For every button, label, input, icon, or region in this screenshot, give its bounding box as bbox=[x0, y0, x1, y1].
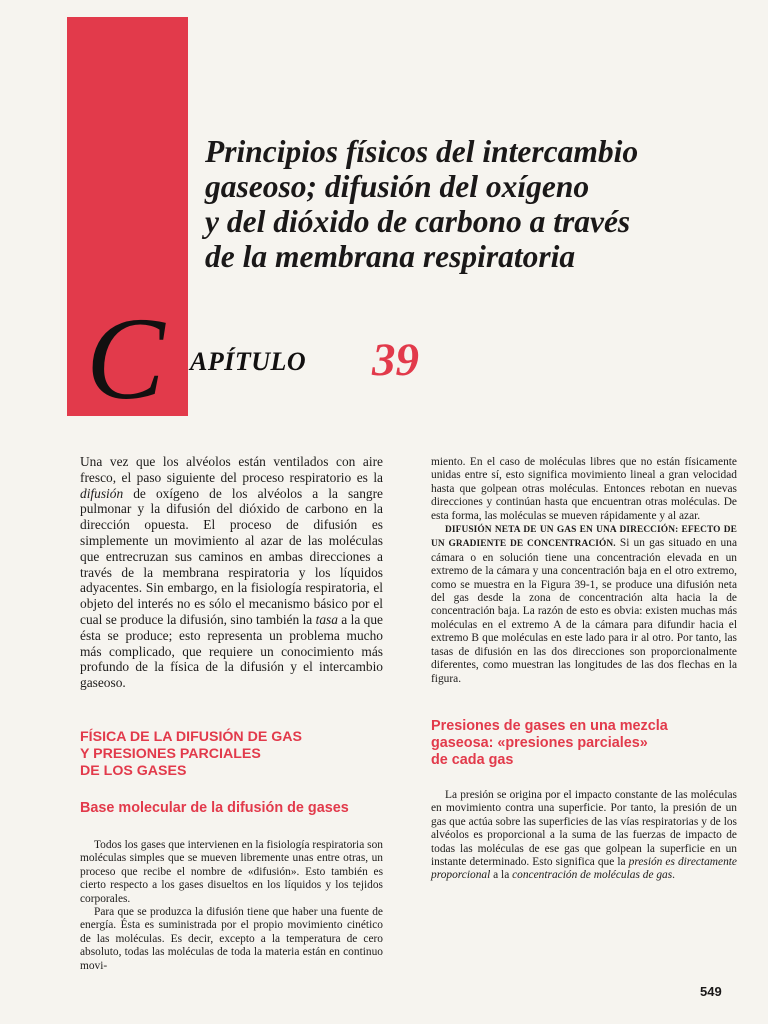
subsection-heading: Base molecular de la difusión de gases bbox=[80, 799, 349, 816]
intro-emphasis: tasa bbox=[315, 611, 338, 627]
subsection-heading-line: gaseosa: «presiones parciales» bbox=[431, 734, 648, 751]
title-line: de la membrana respiratoria bbox=[205, 239, 576, 274]
subsection-heading-line: de cada gas bbox=[431, 751, 514, 768]
intro-emphasis: difusión bbox=[80, 485, 124, 501]
body-emphasis: presión es directamente proporcional bbox=[431, 855, 737, 882]
intro-text: a la que ésta se produce; esto representa un problema mucho más complicado, que requiere un conocimiento más profundo de la física de la difusión y el intercambio gaseoso. bbox=[80, 611, 384, 691]
title-line: gaseoso; difusión del oxígeno bbox=[205, 169, 590, 204]
title-line: Principios físicos del intercambio bbox=[205, 134, 639, 169]
subsection-heading-line: Presiones de gases en una mezcla bbox=[431, 717, 668, 734]
title-line: y del dióxido de carbono a través bbox=[205, 204, 631, 239]
section-heading-line: Y PRESIONES PARCIALES bbox=[80, 745, 261, 762]
chapter-initial: C bbox=[86, 293, 165, 424]
body-paragraph bbox=[431, 789, 737, 883]
page-number: 549 bbox=[700, 984, 722, 999]
chapter-number: 39 bbox=[372, 334, 419, 386]
intro-text: Una vez que los alvéolos están ventilados con aire fresco, el paso siguiente del proceso respiratorio es la bbox=[80, 454, 383, 485]
section-heading bbox=[80, 729, 383, 780]
run-in-text: Si un gas situado en una cámara o en solución tiene una concentración elevada en un extremo de la cámara y una concentración baja en el otro extremo, como se muestra en la Figura 39-1, se produce una difusión neta del gas desde la zona de concentración alta hacia la de concentración baja. La razón de esto es obvia: existen muchas más moléculas en el extremo A de la cámara para difundir hacia el extremo B que moléculas en este lado para ir al otro. Por tanto, las tasas de difusión en las dos direcciones son proporcionalmente diferentes, como muestran las longitudes de las dos flechas en la figura. bbox=[431, 537, 738, 685]
subsection-heading bbox=[431, 718, 737, 769]
body-text: a la bbox=[490, 869, 513, 882]
body-text: La presión se origina por el impacto constante de las moléculas en movimiento contra una superficie. Por tanto, la presión de un gas que actúa sobre las superficies de las vías respiratorias y de los alvéolos es proporcional a la suma de las fuerzas de impacto de todas las moléculas de ese gas que golpean la superficie en un instante determinado. Esto significa que la bbox=[431, 788, 737, 868]
section-heading-line: DE LOS GASES bbox=[80, 762, 187, 779]
chapter-title bbox=[205, 134, 760, 274]
body-paragraph: Para que se produzca la difusión tiene que haber una fuente de energía. Ésta es suministrada por el propio movimiento cinético de las moléculas. Es decir, excepto a la temperatura de cero absoluto, todas las moléculas de toda la materia están en continuo movi- bbox=[80, 905, 383, 972]
body-paragraph bbox=[431, 523, 737, 686]
intro-text: de oxígeno de los alvéolos a la sangre pulmonar y la difusión del dióxido de carbono en la dirección opuesta. El proceso de difusión es simplemente un movimiento al azar de las moléculas que entrecruzan sus caminos en ambas direcciones a través de la membrana respiratoria y los líquidos adyacentes. Sin embargo, en la fisiología respiratoria, el objeto del interés no es sólo el mecanismo básico por el cual se produce la difusión, sino también la bbox=[80, 485, 383, 627]
left-column bbox=[80, 454, 383, 973]
right-column bbox=[431, 456, 737, 883]
intro-paragraph bbox=[80, 454, 383, 691]
chapter-label: APÍTULO bbox=[190, 347, 307, 376]
run-in-heading: DIFUSIÓN NETA DE UN GAS EN UNA DIRECCIÓN: EFECTO DE UN GRADIENTE DE CONCENTRACIÓN. bbox=[431, 525, 737, 550]
body-emphasis: concentración de moléculas de gas bbox=[512, 869, 673, 882]
section-heading-line: FÍSICA DE LA DIFUSIÓN DE GAS bbox=[80, 728, 303, 745]
body-text: . bbox=[672, 869, 676, 882]
body-paragraph: miento. En el caso de moléculas libres que no están físicamente unidas entre sí, esto significa movimiento lineal a gran velocidad hasta que golpean otras moléculas. Entonces rebotan en nuevas direcciones y continúan hasta que encuentran otras moléculas. De esta forma, las moléculas se mueven rápidamente y al azar. bbox=[431, 456, 737, 522]
body-paragraph: Todos los gases que intervienen en la fisiología respiratoria son moléculas simples que se mueven libremente unas entre otras, un proceso que recibe el nombre de «difusión». Esto también es cierto respecto a los gases disueltos en los líquidos y los tejidos corporales. bbox=[80, 838, 383, 905]
